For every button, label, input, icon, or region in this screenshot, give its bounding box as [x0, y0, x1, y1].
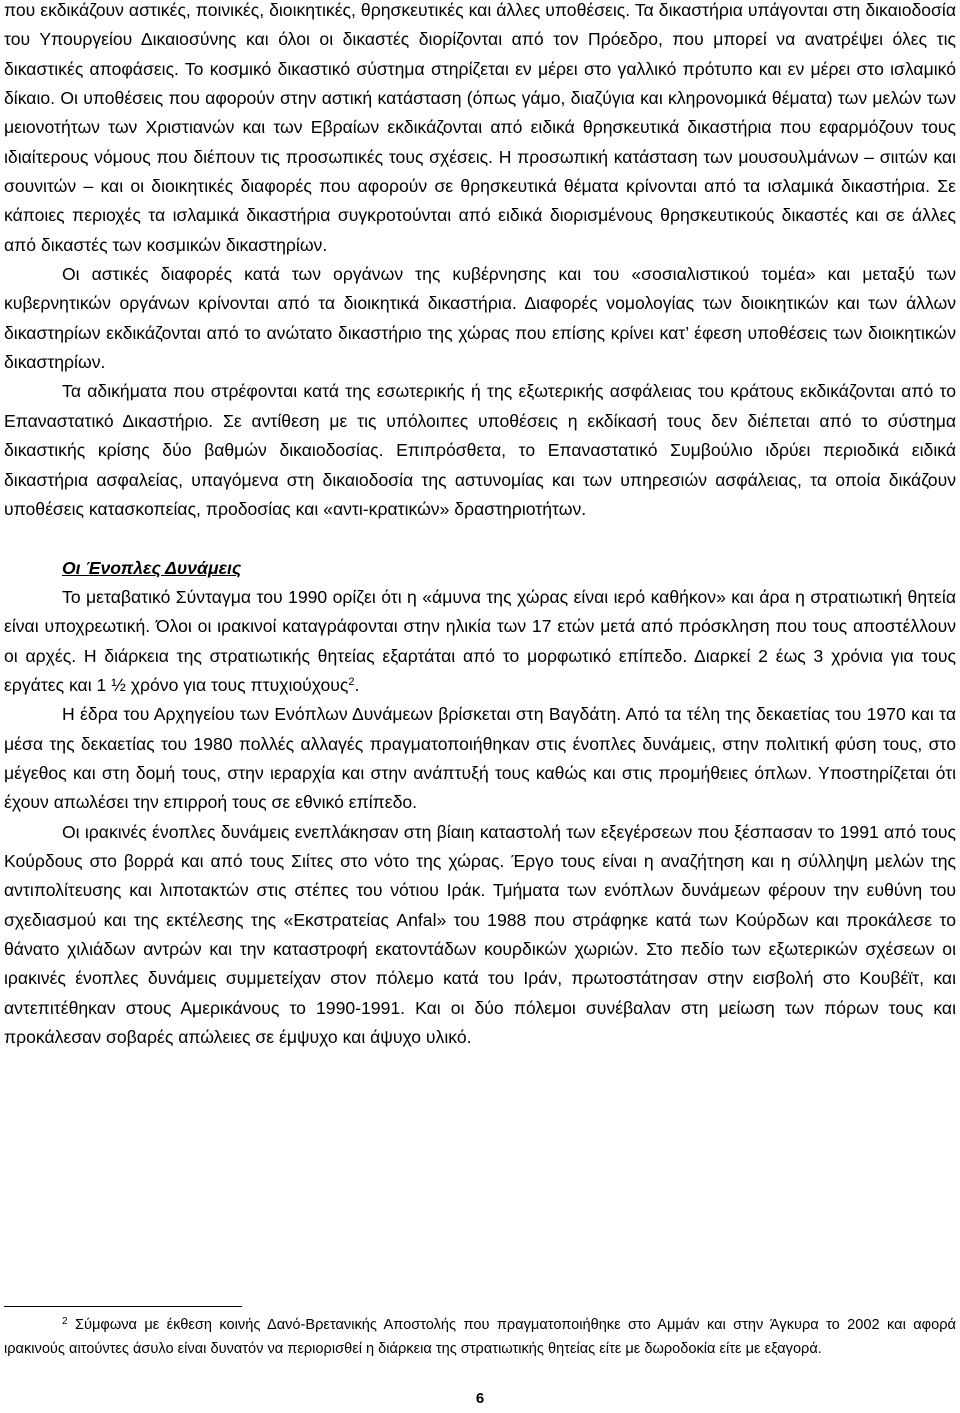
footnote: [4, 1313, 956, 1361]
paragraph-courts-system: που εκδικάζουν αστικές, ποινικές, διοικητικές, θρησκευτικές και άλλες υποθέσεις. Τα δικαστήρια υπάγονται στη δικαιοδοσία του Υπουργείου Δικαιοσύνης και όλοι οι δικαστές διορίζονται από τον Πρόεδρο, που μπορεί να ανατρέψει όλες τις δικαστικές αποφάσεις. Το κοσμικό δικαστικό σύστημα στηρίζεται εν μέρει στο γαλλικό πρότυπο και εν μέρει στο ισλαμικό δίκαιο. Οι υποθέσεις που αφορούν στην αστική κατάσταση (όπως γάμο, διαζύγια και κληρονομικά θέματα) των μελών των μειονοτήτων των Χριστιανών και των Εβραίων εκδικάζονται από ειδικά θρησκευτικά δικαστήρια που εφαρμόζουν τους ιδιαίτερους νόμους που διέπουν τις προσωπικές τους σχέσεις. Η προσωπική κατάσταση των μουσουλμάνων – σιιτών και σουνιτών – και οι διοικητικές διαφορές που αφορούν σε θρησκευτικά θέματα κρίνονται από τα ισλαμικά δικαστήρια. Σε κάποιες περιοχές τα ισλαμικά δικαστήρια συγκροτούνται από ειδικά διορισμένους θρησκευτικούς δικαστές και σε άλλες από δικαστές των κοσμικών δικαστηρίων.: [4, 0, 956, 255]
paragraph-revolutionary-court: Τα αδικήματα που στρέφονται κατά της εσωτερικής ή της εξωτερικής ασφάλειας του κράτους εκδικάζονται από το Επαναστατικό Δικαστήριο. Σε αντίθεση με τις υπόλοιπες υποθέσεις η εκδίκασή τους δεν διέπεται από το σύστημα δικαστικής κρίσης δύο βαθμών δικαιοδοσίας. Επιπρόσθετα, το Επαναστατικό Συμβούλιο ιδρύει περιοδικά ειδικά δικαστήρια ασφαλείας, υπαγόμενα στη δικαιοδοσία της αστυνομίας και των υπηρεσιών ασφάλειας, τα οποία δικάζουν υποθέσεις κατασκοπείας, προδοσίας και «αντι-κρατικών» δραστηριοτήτων.: [4, 381, 956, 519]
footnote-divider: [4, 1306, 242, 1307]
footnote-marker: 2: [62, 1316, 68, 1327]
paragraph-military-service-text: Το μεταβατικό Σύνταγμα του 1990 ορίζει ότι η «άμυνα της χώρας είναι ιερό καθήκον» και άρα η στρατιωτική θητεία είναι υποχρεωτική. Όλοι οι ιρακινοί καταγράφονται στην ηλικία των 17 ετών μετά από πρόσκληση που τους αποστέλλουν οι αρχές. Η διάρκεια της στρατιωτικής θητείας εξαρτάται από το μορφωτικό επίπεδο. Διαρκεί 2 έως 3 χρόνια για τους εργάτες και 1 ½ χρόνο για τους πτυχιούχους: [4, 586, 956, 695]
footnote-text: Σύμφωνα με έκθεση κοινής Δανό-Βρετανικής Αποστολής που πραγματοποιήθηκε στο Αμμάν και στην Άγκυρα το 2002 και αφορά ιρακινούς αιτούντες άσυλο είναι δυνατόν να περιορισθεί η διάρκεια της στρατιωτικής θητείας είτε με δωροδοκία είτε με εξαγορά.: [4, 1317, 956, 1357]
page-number: 6: [475, 1390, 485, 1407]
body-text: [4, 0, 956, 1052]
paragraph-administrative-courts: Οι αστικές διαφορές κατά των οργάνων της κυβέρνησης και του «σοσιαλιστικού τομέα» και μεταξύ των κυβερνητικών οργάνων κρίνονται από τα διοικητικά δικαστήρια. Διαφορές νομολογίας των διοικητικών και των άλλων δικαστηρίων εκδικάζονται από το ανώτατο δικαστήριο της χώρας που επίσης κρίνει κατ’ έφεση υποθέσεις των διοικητικών δικαστηρίων.: [4, 264, 956, 373]
paragraph-headquarters: Η έδρα του Αρχηγείου των Ενόπλων Δυνάμεων βρίσκεται στη Βαγδάτη. Από τα τέλη της δεκαετίας του 1970 και τα μέσα της δεκαετίας του 1980 πολλές αλλαγές πραγματοποιήθηκαν στις ένοπλες δυνάμεις, στην πολιτική φύση τους, στο μέγεθος και στη δομή τους, στην ιεραρχία και στην ανάπτυξή τους καθώς και στις προμήθειες όπλων. Υποστηρίζεται ότι έχουν απωλέσει την επιρροή τους σε εθνικό επίπεδο.: [4, 704, 956, 813]
paragraph-operations: Οι ιρακινές ένοπλες δυνάμεις ενεπλάκησαν στη βίαιη καταστολή των εξεγέρσεων που ξέσπασαν το 1991 από τους Κούρδους στο βορρά και από τους Σιίτες στο νότο της χώρας. Έργο τους είναι η αναζήτηση και η σύλληψη μελών της αντιπολίτευσης και λιποτακτών στις στέπες του νότιου Ιράκ. Τμήματα των ενόπλων δυνάμεων φέρουν την ευθύνη του σχεδιασμού και της εκτέλεσης της «Εκστρατείας Anfal» του 1988 που στράφηκε κατά των Κούρδων και προκάλεσε το θάνατο χιλιάδων αντρών και την καταστροφή εκατοντάδων κουρδικών χωριών. Στο πεδίο των εξωτερικών σχέσεων οι ιρακινές ένοπλες δυνάμεις συμμετείχαν στον πόλεμο κατά του Ιράν, πρωτοστάτησαν στην εισβολή στο Κουβέϊτ, και αντεπιτέθηκαν στους Αμερικάνους το 1990-1991. Και οι δύο πόλεμοι συνέβαλαν στη μείωση των πόρων τους και προκάλεσαν σοβαρές απώλειες σε έμψυχο και άψυχο υλικό.: [4, 821, 956, 1048]
paragraph-military-service-end: .: [354, 674, 360, 695]
section-heading-armed-forces: Οι Ένοπλες Δυνάμεις: [62, 557, 242, 578]
paragraph-military-service: [4, 583, 956, 700]
footnote-reference[interactable]: 2: [348, 675, 355, 688]
